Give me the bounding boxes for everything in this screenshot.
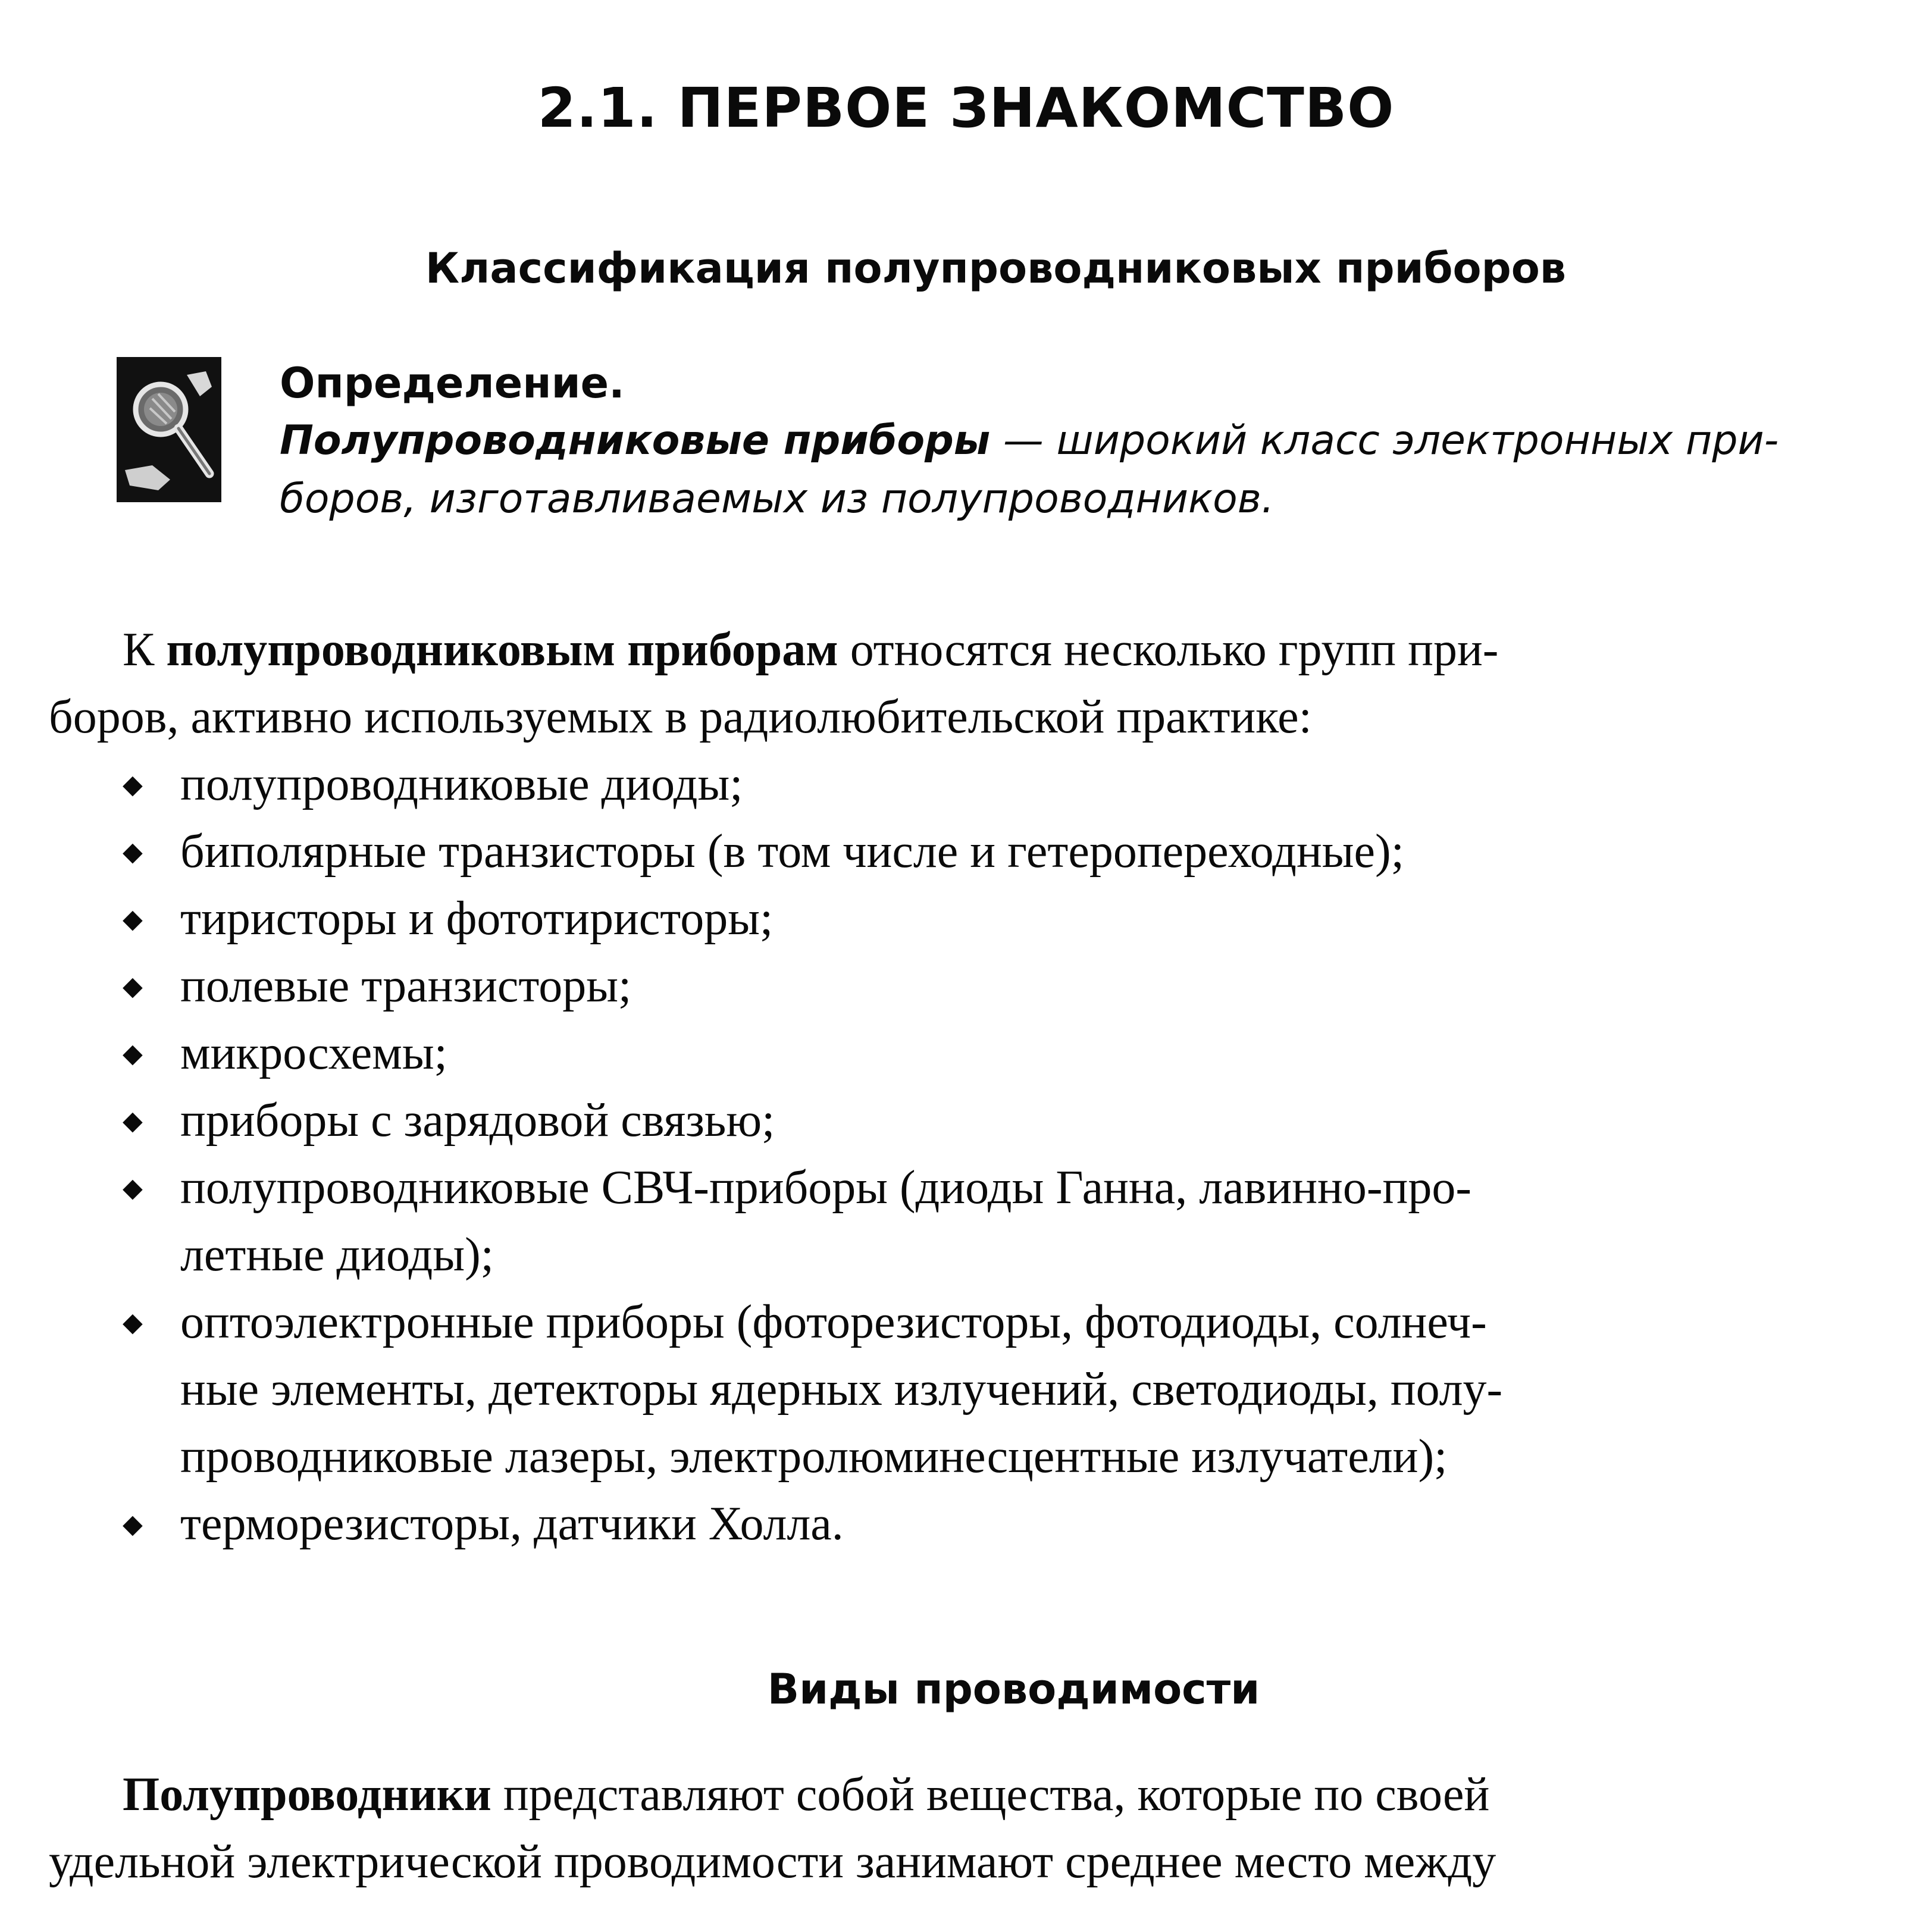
list-item-text: летные диоды);: [180, 1229, 494, 1281]
definition-line-1: [280, 412, 1886, 470]
list-item: [0, 885, 1932, 953]
list-item: [0, 818, 1932, 885]
list-item: [0, 1423, 1932, 1491]
section-title-classification: Классификация полупроводниковых приборов: [425, 244, 1567, 293]
list-item: [0, 1154, 1932, 1222]
intro-line-2: боров, активно используемых в радиолюбительской практике:: [49, 691, 1312, 743]
definition-line-2: боров, изготавливаемых из полупроводников.: [280, 475, 1275, 522]
bullet-icon: ◆: [123, 1039, 143, 1068]
list-item: [0, 1222, 1932, 1289]
definition-block: [280, 355, 1886, 528]
list-item: [0, 953, 1932, 1020]
bullet-icon: ◆: [123, 1308, 143, 1337]
magnifier-icon: [117, 357, 221, 502]
conductivity-line-1-rest: представляют собой вещества, которые по своей: [491, 1768, 1490, 1821]
intro-line-1-rest: относятся несколько групп при-: [838, 624, 1499, 676]
bullet-icon: ◆: [123, 972, 143, 1001]
conductivity-line-1: [123, 1761, 1489, 1828]
list-item-text: оптоэлектронные приборы (фоторезисторы, фотодиоды, солнеч-: [180, 1296, 1487, 1348]
list-item: [0, 1356, 1932, 1423]
list-item-text: терморезисторы, датчики Холла.: [180, 1498, 844, 1550]
list-item: [0, 1087, 1932, 1154]
list-item-text: ные элементы, детекторы ядерных излучений, светодиоды, полу-: [180, 1363, 1503, 1416]
definition-term: Полупроводниковые приборы: [280, 417, 991, 464]
definition-line-1-rest: — широкий класс электронных при-: [990, 417, 1779, 464]
bullet-icon: ◆: [123, 837, 143, 866]
bullet-icon: ◆: [123, 1106, 143, 1135]
device-list: [0, 751, 1932, 1558]
list-item: [0, 1289, 1932, 1356]
definition-heading: Определение.: [280, 359, 625, 408]
list-item: [0, 1491, 1932, 1558]
list-item: [0, 751, 1932, 818]
chapter-title: 2.1. ПЕРВОЕ ЗНАКОМСТВО: [537, 76, 1395, 140]
list-item-text: биполярные транзисторы (в том числе и гетеропереходные);: [180, 825, 1404, 878]
conductivity-line-2: удельной электрической проводимости занимают среднее место между: [49, 1836, 1496, 1888]
section-title-conductivity: Виды проводимости: [767, 1665, 1260, 1714]
bullet-icon: ◆: [123, 1510, 143, 1539]
list-item-text: полевые транзисторы;: [180, 960, 632, 1012]
list-item-text: полупроводниковые СВЧ-приборы (диоды Ганна, лавинно-про-: [180, 1161, 1471, 1214]
list-item-text: проводниковые лазеры, электролюминесцентные излучатели);: [180, 1430, 1448, 1483]
list-item-text: тиристоры и фототиристоры;: [180, 893, 774, 945]
bullet-icon: ◆: [123, 904, 143, 934]
intro-prefix: К: [123, 624, 167, 676]
intro-bold-term: полупроводниковым приборам: [166, 624, 838, 676]
bullet-icon: ◆: [123, 770, 143, 799]
list-item-text: полупроводниковые диоды;: [180, 758, 743, 810]
list-item-text: микросхемы;: [180, 1027, 447, 1079]
intro-line-1: [123, 616, 1498, 684]
list-item-text: приборы с зарядовой связью;: [180, 1094, 775, 1147]
list-item: [0, 1020, 1932, 1087]
bullet-icon: ◆: [123, 1173, 143, 1203]
conductivity-bold-term: Полупроводники: [123, 1768, 491, 1821]
